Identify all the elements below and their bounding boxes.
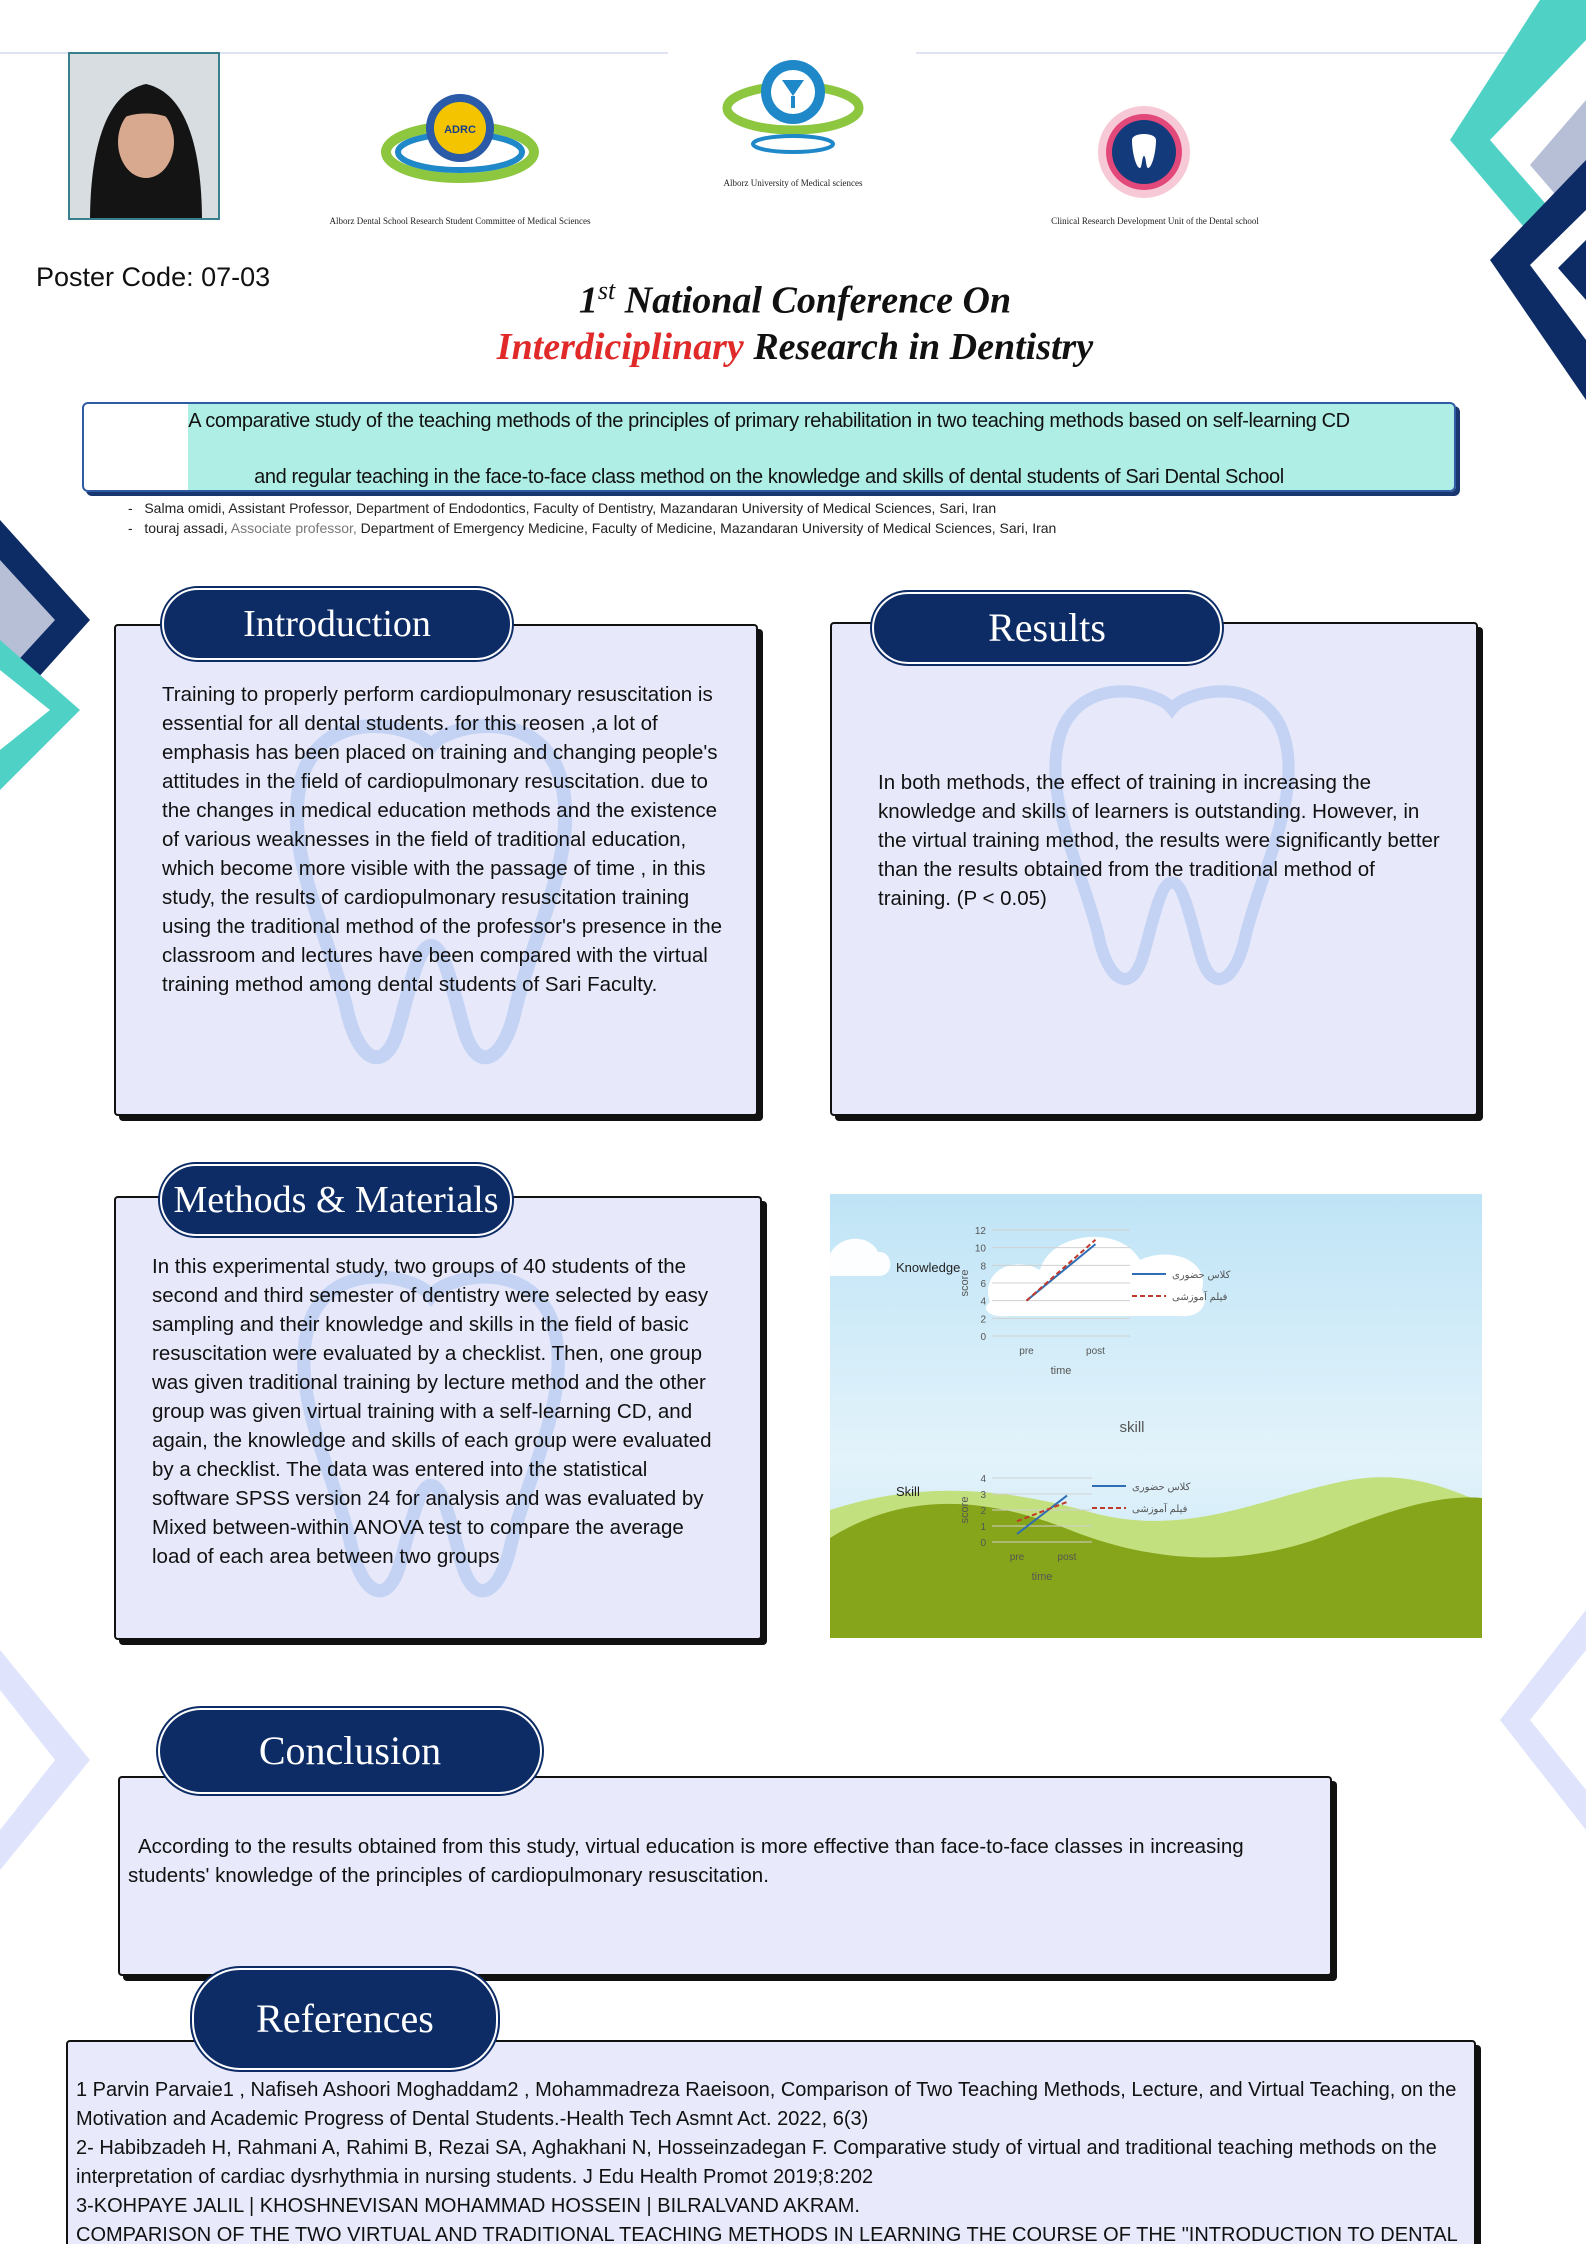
logo-left-caption: Alborz Dental School Research Student Committee of Medical Sciences	[329, 216, 591, 226]
knowledge-y-tick-label: 12	[974, 1226, 986, 1237]
logo-left	[372, 88, 548, 206]
logo-center-caption: Alborz University of Medical sciences	[723, 178, 863, 188]
author-2-rank: Associate professor,	[230, 520, 357, 536]
skill-y-axis-label: score	[959, 1496, 971, 1524]
author-1: - Salma omidi, Assistant Professor, Department of Endodontics, Faculty of Dentistry, Mazandaran University of Medical Sciences, Sari, Iran	[128, 500, 997, 516]
results-chart	[830, 1194, 1482, 1638]
author-2-name: touraj assadi,	[144, 520, 231, 536]
chart-background	[830, 1237, 1482, 1638]
results-chart-area	[830, 1194, 1482, 1638]
knowledge-x-tick-label: pre	[1019, 1346, 1034, 1357]
skill-x-tick-label: pre	[1009, 1552, 1025, 1563]
side-decoration-right-lower	[1500, 1610, 1586, 1830]
introduction-heading: Introduction	[162, 588, 512, 660]
skill-legend-label: فیلم آموزشی	[1132, 1504, 1188, 1515]
side-decoration-left	[0, 520, 90, 790]
results-text: In both methods, the effect of training in increasing the knowledge and skills of learners is outstanding. However, in the virtual training method, the results were significantly better than the results obtained from the traditional method of training. (P < 0.05)	[878, 771, 1440, 910]
knowledge-legend-label: فیلم آموزشی	[1172, 1292, 1228, 1303]
knowledge-y-tick-label: 0	[980, 1332, 986, 1343]
logo-right-caption: Clinical Research Development Unit of the Dental school	[1051, 216, 1259, 226]
conference-line-2: Research in Dentistry	[743, 325, 1094, 368]
author-photo	[68, 52, 220, 220]
author-1-text: Salma omidi, Assistant Professor, Department of Endodontics, Faculty of Dentistry, Mazandaran University of Medical Sciences, Sari, Iran	[144, 500, 997, 516]
references-heading: References	[192, 1968, 498, 2070]
conclusion-text: According to the results obtained from this study, virtual education is more effective than face-to-face classes in increasing students' knowledge of the principles of cardiopulmonary resuscitation.	[128, 1835, 1244, 1887]
logo-right	[1096, 104, 1192, 200]
author-2-affiliation: Department of Emergency Medicine, Faculty of Medicine, Mazandaran University of Medical Sciences, Sari, Iran	[356, 520, 1057, 536]
knowledge-y-tick-label: 4	[980, 1296, 986, 1308]
reference-item: 2- Habibzadeh H, Rahmani A, Rahimi B, Rezai SA, Aghakhani N, Hosseinzadegan F. Comparative study of virtual and traditional teaching methods on the interpretation of cardiac dysrhythmia in nursing students. J Edu Health Promot 2019;8:202	[76, 2137, 1437, 2188]
skill-chart-label: Skill	[896, 1484, 920, 1499]
skill-y-tick-label: 4	[980, 1474, 986, 1485]
references-list	[76, 2076, 1466, 2244]
knowledge-y-tick-label: 10	[974, 1243, 986, 1255]
results-heading: Results	[872, 592, 1222, 664]
study-title-line-1: A comparative study of the teaching methods of the principles of primary rehabilitation in two teaching methods based on self-learning CD	[188, 410, 1350, 432]
conference-ordinal-suffix: st	[597, 276, 616, 305]
knowledge-y-tick-label: 2	[980, 1314, 986, 1326]
skill-legend-label: کلاس حضوری	[1132, 1482, 1191, 1493]
corner-decoration-top-right	[1430, 0, 1586, 400]
knowledge-y-tick-label: 8	[980, 1261, 986, 1273]
skill-y-tick-label: 0	[980, 1538, 986, 1549]
knowledge-x-tick-label: post	[1086, 1346, 1105, 1357]
study-title-line-2: and regular teaching in the face-to-face class method on the knowledge and skills of dental students of Sari Dental School	[254, 466, 1284, 488]
author-2: - touraj assadi, Associate professor, Department of Emergency Medicine, Faculty of Medicine, Mazandaran University of Medical Sciences, Sari, Iran	[128, 520, 1057, 536]
knowledge-legend-label: کلاس حضوری	[1172, 1270, 1231, 1281]
skill-x-axis-label: time	[1031, 1571, 1053, 1583]
reference-item: COMPARISON OF THE TWO VIRTUAL AND TRADITIONAL TEACHING METHODS IN LEARNING THE COURSE OF THE "INTRODUCTION TO DENTAL	[76, 2224, 1458, 2244]
skill-x-tick-label: post	[1057, 1552, 1077, 1563]
study-title-box	[82, 402, 1456, 492]
skill-y-tick-label: 2	[980, 1506, 986, 1517]
conference-line-1: National Conference On	[615, 279, 1012, 322]
conference-highlight: Interdiciplinary	[496, 325, 744, 368]
introduction-text: Training to properly perform cardiopulmonary resuscitation is essential for all dental students. for this reosen ,a lot of emphasis has been placed on training and changing people's attitudes in the field of cardiopulmonary resuscitation. due to the changes in medical education methods and the existence of various weaknesses in the field of traditional education, which become more visible with the passage of time , in this study, the results of cardiopulmonary resuscitation training using the traditional method of the professor's presence in the classroom and lectures have been compared with the virtual training method among dental students of Sari Faculty.	[162, 683, 723, 996]
methods-text: In this experimental study, two groups of 40 students of the second and third semester of dentistry were selected by easy sampling and their knowledge and skills in the field of basic resuscitation were evaluated by a checklist. Then, one group was given traditional training by lecture method and the other group was given virtual training with a self-learning CD, and again, the knowledge and skills of each group were evaluated by a checklist. The data was entered into the statistical software SPSS version 24 for analysis and was evaluated by Mixed between-within ANOVA test to compare the average load of each area between two groups	[152, 1255, 712, 1568]
methods-heading: Methods & Materials	[160, 1164, 512, 1236]
side-decoration-left-lower	[0, 1650, 90, 1870]
author-list	[128, 498, 1056, 538]
knowledge-chart-label: Knowledge	[896, 1260, 961, 1275]
reference-item: 3-KOHPAYE JALIL | KHOSHNEVISAN MOHAMMAD HOSSEIN | BILRALVAND AKRAM.	[76, 2195, 860, 2217]
conference-title	[380, 268, 1210, 370]
logo-center	[720, 54, 866, 164]
knowledge-y-tick-label: 6	[980, 1279, 986, 1290]
skill-chart-title: skill	[1119, 1419, 1145, 1436]
skill-y-tick-label: 3	[980, 1490, 986, 1501]
logo-left-badge: ADRC	[444, 124, 476, 136]
reference-item: 1 Parvin Parvaie1 , Nafiseh Ashoori Moghaddam2 , Mohammadreza Raeisoon, Comparison of Two Teaching Methods, Lecture, and Virtual Teaching, on the Motivation and Academic Progress of Dental Students.-Health Tech Asmnt Act. 2022, 6(3)	[76, 2079, 1457, 2130]
conclusion-heading: Conclusion	[158, 1708, 542, 1794]
knowledge-x-axis-label: time	[1050, 1365, 1072, 1377]
poster-code: Poster Code: 07-03	[36, 262, 271, 292]
conference-ordinal: 1	[578, 279, 598, 322]
skill-y-tick-label: 1	[980, 1522, 986, 1533]
knowledge-y-axis-label: score	[959, 1269, 971, 1297]
